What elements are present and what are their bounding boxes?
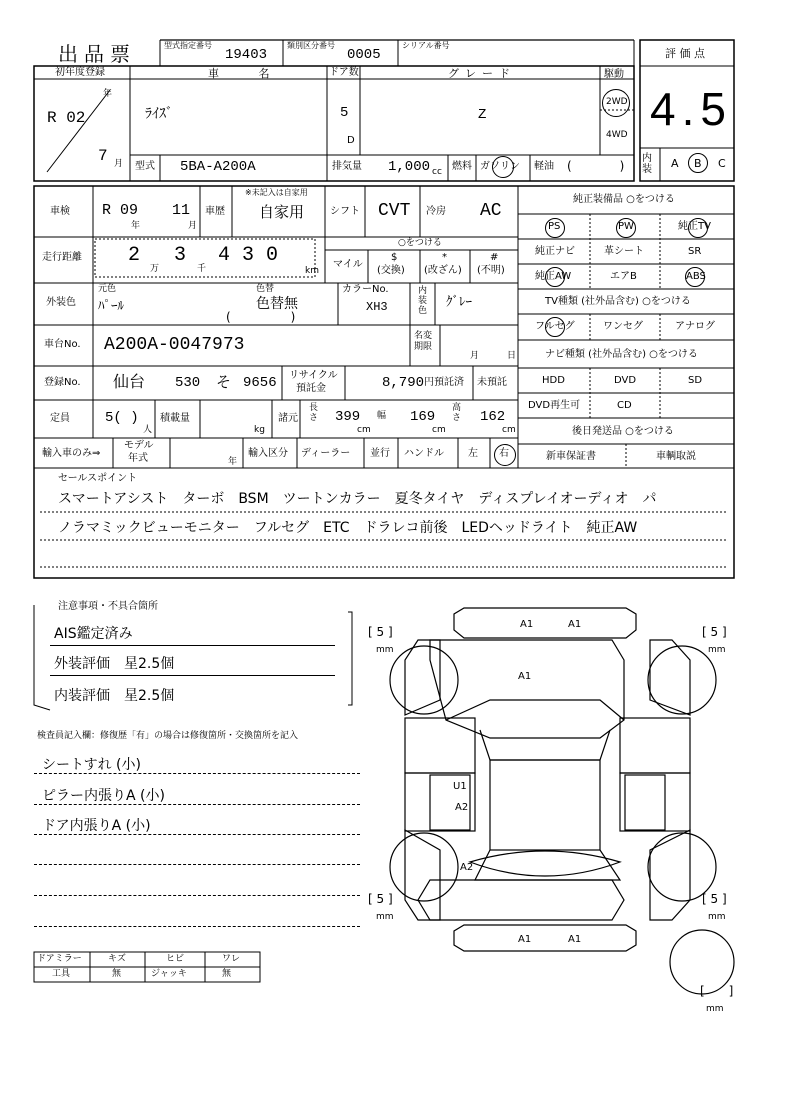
model-designation-value: 19403 (225, 47, 268, 63)
import-type-label: 輸入区分 (248, 448, 288, 459)
reg-label: 登録No. (44, 377, 81, 388)
length-value: 399 (335, 409, 361, 425)
first-reg-year: R 02 (47, 109, 86, 127)
inspection-year-unit: 年 (131, 221, 141, 231)
meter-unknown-sym: # (490, 252, 499, 263)
handle-right-circle (494, 444, 516, 466)
load-label: 積載量 (160, 413, 190, 424)
form-title: 出品票 (58, 42, 136, 66)
inspector-rule-1 (34, 773, 360, 774)
after-manual: 車輌取説 (656, 451, 696, 462)
mileage-digit-2: 3 (174, 244, 187, 267)
inspector-line-3: ドア内張りA (小) (42, 818, 151, 834)
navi-sd: SD (688, 375, 703, 386)
tread-spare-unit: mm (706, 1004, 724, 1014)
fuel-diesel: 軽油 (534, 161, 554, 172)
interior-grade-c: C (718, 157, 726, 170)
inspection-era: R 09 (102, 202, 139, 219)
inspector-rule-5 (34, 895, 360, 896)
import-label: 輸入車のみ⇒ (42, 448, 101, 459)
tread-rear-right-unit: mm (708, 912, 726, 922)
interior-label-2: 装 (642, 164, 652, 175)
table-jack-label: ジャッキ (151, 969, 187, 979)
diagram-mark-rear-fender: A2 (460, 862, 474, 873)
repaint-value: 色替無 (256, 296, 298, 312)
history-value: 自家用 (259, 203, 305, 221)
table-tools-value: 無 (112, 969, 122, 979)
mileage-man-unit: 万 (150, 264, 160, 274)
diagram-mark-hood: A1 (518, 671, 532, 682)
meter-tamper-sym: * (442, 252, 447, 263)
category-label: 類別区分番号 (287, 41, 335, 50)
tread-spare: [ ] (700, 984, 734, 998)
title-deadline-month: 月 (470, 351, 480, 361)
notes-rule-1 (50, 645, 335, 646)
import-parallel: 並行 (370, 448, 390, 459)
meter-mile: マイル (333, 259, 363, 270)
recycle-status: 円預託済 (424, 377, 464, 388)
tv-analog: アナログ (675, 321, 715, 332)
capacity-label: 定員 (50, 413, 70, 424)
handle-left: 左 (468, 448, 478, 459)
length-unit: cm (357, 425, 371, 435)
equip-abs: ABS (686, 271, 706, 282)
inspector-rule-3 (34, 834, 360, 835)
repaint-bracket: ( ) (226, 310, 296, 324)
table-header-crack: ヒビ (166, 954, 185, 964)
orig-color-label: 元色 (98, 284, 117, 294)
sales-line-2: ノラマミックビューモニター フルセグ ETC ドラレコ前後 LEDヘッドライト 純正AW (58, 520, 638, 536)
door-type: D (347, 135, 355, 146)
notes-line-1: AIS鑑定済み (54, 626, 133, 642)
orig-color-value: ﾊﾟｰﾙ (98, 299, 124, 314)
diagram-mark-front-right: A1 (568, 619, 582, 630)
table-header-mirror: ドアミラー (37, 954, 82, 964)
first-reg-month-unit: 月 (114, 159, 124, 169)
height-label: 高さ (452, 403, 462, 423)
navi-hdd: HDD (542, 375, 565, 386)
fuel-gasoline: ガソリン (480, 161, 520, 172)
inspector-line-1: シートすれ (小) (42, 757, 141, 773)
shift-value: CVT (378, 201, 411, 221)
navi-dvd-play: DVD再生可 (528, 400, 581, 411)
inspection-month: 11 (172, 202, 191, 219)
first-reg-month: 7 (98, 147, 108, 165)
meter-mark-header: ○をつける (398, 238, 442, 248)
tread-front-left: [ 5 ] (368, 625, 393, 639)
recycle-unpaid: 未預託 (477, 377, 507, 388)
rating-label: 評 価 点 (665, 47, 705, 60)
drive-2wd-circle (602, 89, 630, 117)
notes-label: 注意事項・不具合箇所 (58, 601, 158, 612)
model-designation-label: 型式指定番号 (164, 41, 212, 50)
drive-2wd: 2WD (606, 97, 628, 107)
equip-ps-circle (545, 218, 565, 238)
height-value: 162 (480, 409, 506, 425)
tread-rear-left: [ 5 ] (368, 892, 393, 906)
interior-grade-b-circle (688, 153, 708, 173)
tv-fullseg-circle (545, 317, 565, 337)
title-deadline-day: 日 (507, 351, 517, 361)
interior-grade-b: B (694, 157, 702, 170)
car-name-value: ﾗｲｽﾞ (145, 107, 173, 123)
grade-value: Z (478, 107, 487, 123)
inspection-label: 車検 (50, 206, 70, 217)
equipment-header: 純正装備品 ○をつける (573, 194, 675, 205)
navi-dvd: DVD (614, 375, 637, 386)
interior-color-label (418, 287, 430, 317)
diagram-mark-door-u1: U1 (453, 781, 467, 792)
history-label: 車歴 (205, 206, 225, 217)
color-label: 外装色 (46, 297, 76, 308)
diagram-mark-front-left: A1 (520, 619, 534, 630)
inspector-rule-4 (34, 864, 360, 865)
inspector-label: 検査員記入欄：修復歴「有」の場合は修復箇所・交換箇所を記入 (37, 731, 299, 741)
meter-exchange-sym: $ (391, 252, 398, 263)
mileage-km-unit: km (305, 266, 319, 276)
displacement-label: 排気量 (332, 161, 362, 172)
table-header-break: ワレ (222, 954, 241, 964)
mileage-digit-5: 0 (266, 244, 279, 267)
interior-label-1: 内 (642, 153, 652, 164)
model-year-label-2: 年式 (128, 453, 148, 464)
inspector-line-2: ピラー内張りA (小) (42, 788, 165, 804)
tv-fullseg: フルセグ (535, 321, 575, 332)
equip-aw: 純正AW (535, 271, 572, 282)
navi-header: ナビ種類 (社外品含む) ○をつける (545, 349, 698, 360)
notes-line-3: 内装評価 星2.5個 (54, 688, 175, 704)
capacity-unit: 人 (143, 425, 153, 435)
interior-color-label-2: 装 (418, 295, 428, 306)
inspection-month-unit: 月 (188, 221, 198, 231)
inspector-rule-6 (34, 926, 360, 927)
reg-area: 仙台 (113, 372, 146, 391)
tread-rear-right: [ 5 ] (702, 892, 727, 906)
tread-front-left-unit: mm (376, 645, 394, 655)
color-no-value: XH3 (366, 300, 388, 314)
first-reg-label: 初年度登録 (55, 67, 105, 78)
equip-navi: 純正ナビ (535, 246, 575, 257)
tread-rear-right-value: 5 (710, 892, 719, 906)
equip-pw: PW (618, 221, 634, 232)
tread-rear-left-unit: mm (376, 912, 394, 922)
car-name-label: 車 名 (208, 67, 288, 80)
diagram-mark-rear-right: A1 (568, 934, 582, 945)
width-label: 幅 (377, 411, 387, 421)
tread-rear-left-value: 5 (376, 892, 385, 906)
mileage-digit-1: 2 (128, 244, 141, 267)
inspector-rule-2 (34, 804, 360, 805)
table-tools-label: 工具 (52, 969, 71, 979)
recycle-label-1: リサイクル (289, 370, 338, 381)
table-jack-value: 無 (222, 969, 232, 979)
equip-airbag: エアB (610, 271, 637, 282)
tread-front-right: [ 5 ] (702, 625, 727, 639)
equip-tv: 純正TV (678, 221, 711, 232)
interior-grade-a: A (671, 157, 679, 170)
mileage-digit-3: 4 (218, 244, 231, 267)
first-reg-year-unit: 年 (103, 89, 113, 99)
meter-exchange: (交換) (377, 265, 405, 276)
mileage-sen-unit: 千 (197, 264, 207, 274)
drive-label: 駆動 (604, 69, 624, 80)
equip-sr: SR (688, 246, 702, 257)
interior-color-value: ｸﾞﾚｰ (446, 295, 472, 310)
model-year-unit: 年 (228, 457, 238, 467)
ac-label: 冷房 (426, 206, 446, 217)
fuel-other-bracket: ( ) (567, 159, 625, 173)
import-dealer: ディーラー (301, 448, 351, 459)
sales-label: セールスポイント (58, 473, 138, 484)
tv-header: TV種類 (社外品含む) ○をつける (545, 296, 691, 307)
interior-color-label-3: 色 (418, 305, 428, 316)
reg-class: 530 (175, 375, 201, 391)
reg-num: 9656 (243, 375, 277, 391)
interior-grade-label (642, 153, 658, 175)
door-count: 5 (340, 105, 349, 121)
history-note: ※未記入は自家用 (245, 188, 308, 197)
tread-front-right-unit: mm (708, 645, 726, 655)
shift-label: シフト (330, 206, 360, 217)
load-unit: kg (254, 425, 265, 435)
height-unit: cm (502, 425, 516, 435)
handle-right: 右 (499, 448, 509, 459)
after-warranty: 新車保証書 (546, 451, 596, 462)
table-header-scratch: キズ (108, 954, 126, 964)
dims-label: 諸元 (278, 413, 298, 424)
door-label: ドア数 (329, 67, 359, 78)
fuel-circle (492, 156, 514, 178)
navi-cd: CD (617, 400, 632, 411)
repaint-label: 色替 (256, 284, 275, 294)
recycle-label-2: 預託金 (296, 383, 326, 394)
title-deadline-label-2: 期限 (414, 341, 433, 352)
equip-leather: 革シート (604, 246, 644, 257)
meter-tamper: (改ざん) (424, 265, 462, 276)
tread-front-right-value: 5 (710, 625, 719, 639)
serial-label: シリアル番号 (402, 41, 450, 50)
equip-ps: PS (548, 221, 561, 232)
displacement-value: 1,000 (388, 159, 431, 175)
width-value: 169 (410, 409, 436, 425)
reg-kana: そ (216, 373, 232, 391)
after-header: 後日発送品 ○をつける (572, 426, 674, 437)
width-unit: cm (432, 425, 446, 435)
interior-color-label-1: 内 (418, 286, 428, 296)
diagram-mark-rear-left: A1 (518, 934, 532, 945)
mileage-digit-4: 3 (242, 244, 255, 267)
equip-aw-circle (545, 267, 565, 287)
displacement-unit: cc (432, 167, 442, 177)
mileage-label: 走行距離 (42, 252, 82, 263)
equip-tv-circle (688, 218, 708, 238)
fuel-label: 燃料 (452, 161, 472, 172)
title-deadline-label (414, 331, 438, 353)
capacity-value: 5( ) (105, 410, 139, 426)
diagram-mark-door-a2: A2 (455, 802, 469, 813)
model-value: 5BA-A200A (180, 159, 256, 175)
recycle-amount: 8,790 (382, 375, 425, 391)
chassis-label: 車台No. (44, 339, 81, 350)
equip-abs-circle (685, 267, 705, 287)
handle-label: ハンドル (404, 448, 444, 459)
grade-label: グレード (448, 67, 516, 80)
len-label: 長さ (309, 403, 319, 423)
tread-front-left-value: 5 (376, 625, 385, 639)
notes-line-2: 外装評価 星2.5個 (54, 656, 175, 672)
equip-pw-circle (616, 218, 636, 238)
drive-4wd: 4WD (606, 130, 628, 140)
category-value: 0005 (347, 47, 381, 63)
model-label: 型式 (135, 161, 155, 172)
model-year-label-1: モデル (124, 440, 154, 451)
notes-rule-2 (50, 675, 335, 676)
car-diagram (390, 608, 734, 994)
tv-oneseg: ワンセグ (603, 321, 643, 332)
color-no-label: カラーNo. (342, 284, 389, 295)
meter-unknown: (不明) (477, 265, 505, 276)
title-deadline-label-1: 名変 (414, 331, 433, 341)
ac-value: AC (480, 201, 502, 221)
sales-line-1: スマートアシスト ターボ BSM ツートンカラー 夏冬タイヤ ディスプレイオーディオ パ (58, 491, 657, 507)
chassis-value: A200A-0047973 (104, 335, 245, 355)
rating-value: 4.5 (650, 83, 732, 135)
